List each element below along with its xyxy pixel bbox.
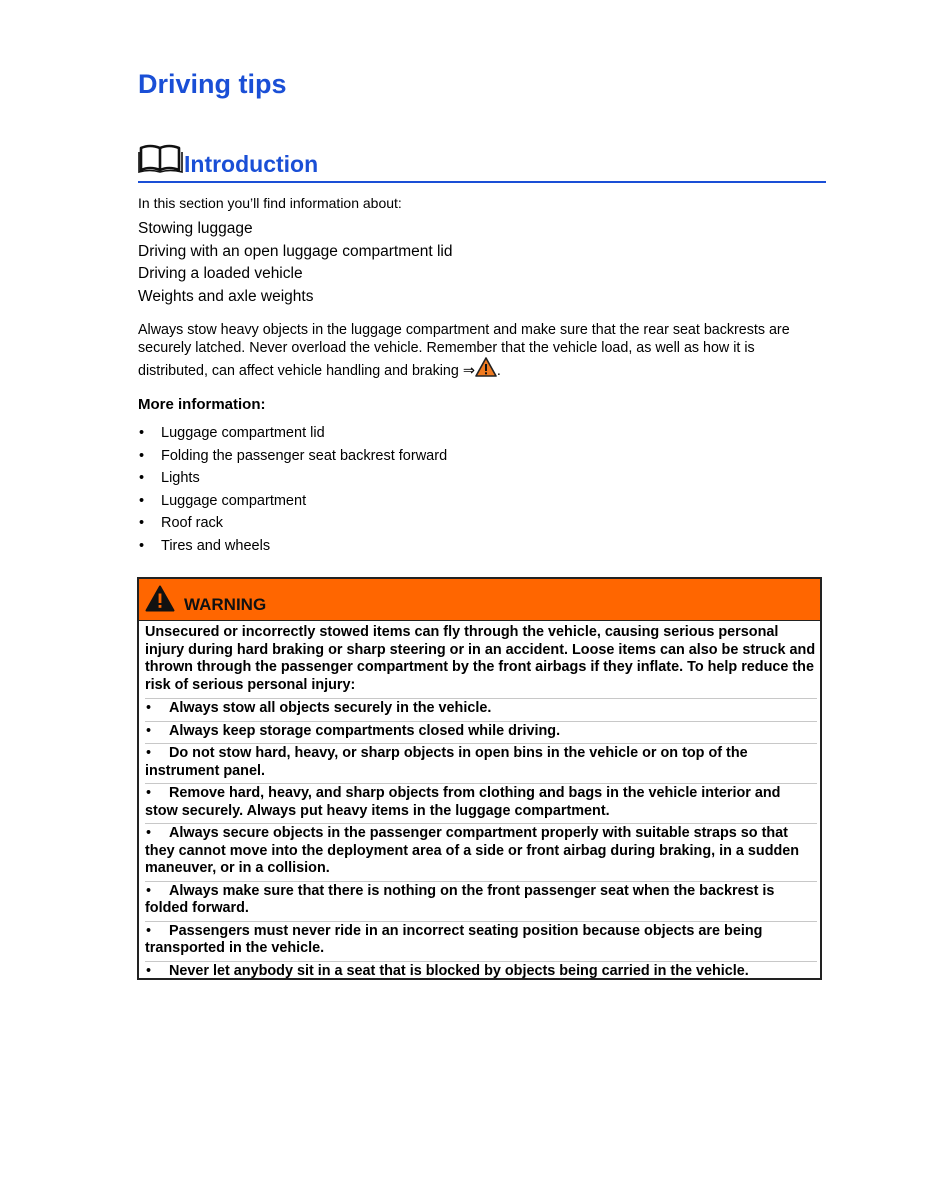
intro-lead: In this section you’ll find information about: (138, 195, 402, 211)
warning-item: • Always keep storage compartments closed while driving. (145, 721, 817, 744)
topic-item: Driving with an open luggage compartment lid (138, 242, 453, 260)
warning-box (137, 577, 822, 980)
intro-paragraph (138, 321, 818, 380)
bullet-icon: • (146, 700, 152, 716)
more-info-list (138, 422, 447, 557)
bullet-icon: • (139, 447, 145, 464)
topic-item: Weights and axle weights (138, 287, 314, 305)
warning-body (145, 624, 817, 983)
more-info-item[interactable]: • Luggage compartment (138, 490, 447, 513)
bullet-icon: • (146, 722, 152, 739)
bullet-icon: • (146, 745, 152, 761)
topic-list (138, 218, 452, 308)
warning-item: • Remove hard, heavy, and sharp objects from clothing and bags in the vehicle interior and stow securely. Always put heavy items in the luggage compartment. (145, 783, 817, 823)
page-title: Driving tips (138, 69, 287, 99)
topic-item: Stowing luggage (138, 220, 253, 237)
warning-item: • Always make sure that there is nothing on the front passenger seat when the backrest is folded forward. (145, 881, 817, 921)
intro-paragraph-text: Always stow heavy objects in the luggage compartment and make sure that the rear seat backrests are securely latched. Never overload the vehicle. Remember that the vehicle load, as well as how it is distributed, can affect vehicle handling and braking (138, 322, 790, 379)
warning-item: • Do not stow hard, heavy, or sharp objects in open bins in the vehicle or on top of the instrument panel. (145, 743, 817, 783)
section-header (138, 143, 826, 183)
more-info-item[interactable]: • Tires and wheels (138, 535, 447, 558)
warning-header (139, 579, 820, 621)
warning-item: • Never let anybody sit in a seat that is blocked by objects being carried in the vehicle. (145, 961, 817, 984)
book-icon (138, 143, 184, 173)
more-info-heading: More information: (138, 396, 266, 413)
bullet-icon: • (139, 470, 145, 486)
reference-arrow: ⇒ (462, 363, 475, 379)
paragraph-end: . (496, 363, 501, 379)
topic-item: Driving a loaded vehicle (138, 265, 303, 282)
bullet-icon: • (139, 492, 145, 509)
bullet-icon: • (139, 425, 145, 441)
bullet-icon: • (146, 785, 152, 801)
more-info-item[interactable]: • Folding the passenger seat backrest forward (138, 445, 447, 468)
warning-intro: Unsecured or incorrectly stowed items can fly through the vehicle, causing serious personal injury during hard braking or sharp steering or in an accident. Loose items can also be struck and thrown through the passenger compartment by the front airbags if they inflate. To help reduce the risk of serious personal injury: (145, 624, 816, 693)
bullet-icon: • (146, 882, 152, 899)
section-title: Introduction (184, 151, 319, 177)
bullet-icon: • (146, 962, 152, 979)
warning-item: • Always stow all objects securely in the vehicle. (145, 698, 817, 721)
bullet-icon: • (139, 515, 145, 531)
warning-item: • Always secure objects in the passenger compartment properly with suitable straps so that they cannot move into the deployment area of a side or front airbag during braking, in a sudden maneuver, or in a collision. (145, 823, 817, 881)
bullet-icon: • (146, 825, 152, 841)
bullet-icon: • (146, 922, 152, 939)
warning-item: • Passengers must never ride in an incorrect seating position because objects are being transported in the vehicle. (145, 921, 817, 961)
warning-label: WARNING (184, 595, 267, 614)
warning-reference-icon[interactable] (475, 357, 497, 377)
warning-triangle-icon (145, 585, 175, 612)
more-info-item[interactable]: • Roof rack (138, 512, 447, 535)
more-info-item[interactable]: • Luggage compartment lid (138, 422, 447, 445)
bullet-icon: • (139, 537, 145, 554)
more-info-item[interactable]: • Lights (138, 467, 447, 490)
